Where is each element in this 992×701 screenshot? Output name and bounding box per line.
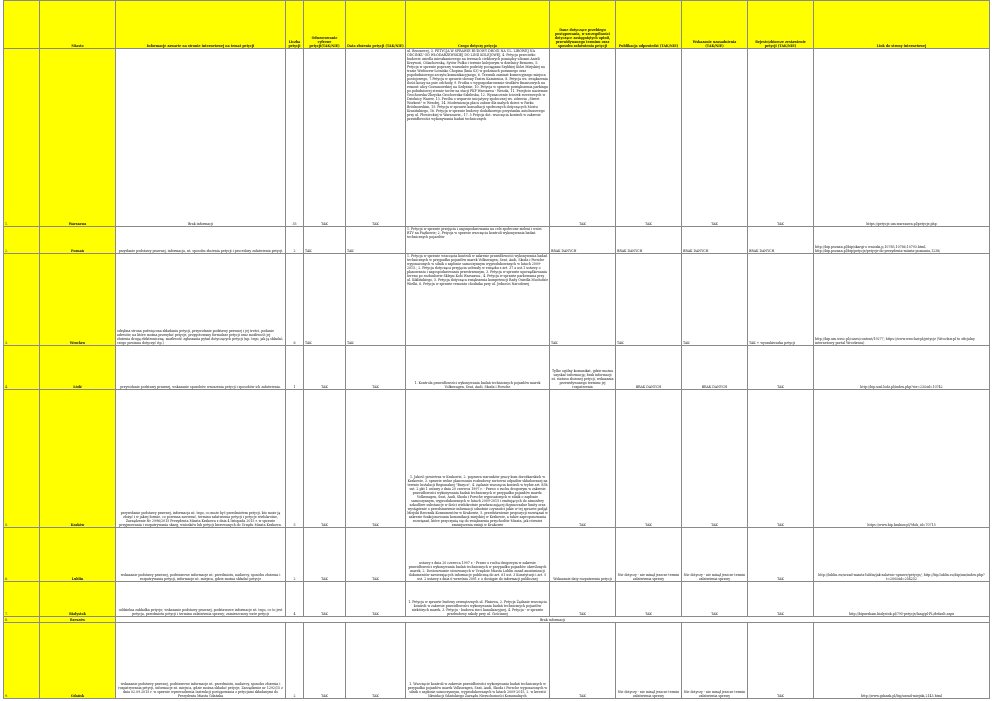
publication-cell: Nie dotyczy - nie minął jeszcze termin załatwienia sprawy — [616, 528, 682, 582]
no-info-note: Brak informacji — [116, 617, 990, 623]
info-cell: Brak informacji — [116, 49, 286, 227]
register-cell: TAK — [748, 346, 814, 390]
subject-cell — [406, 254, 550, 346]
info-cell: przywołanie podstawy prawnej, informacja nt. tego, co może być przedmiotem petycji, kto może ją złożyć i w jakiej formie, co powinna zawierać, terminu załatwienia petycji i petycje wielokrotne, Zarządzenie Nr 2996/2015 Prezydenta Miasta Krakowa z dnia 4 listopada 2015 r. w sprawie przyjmowania i rozpatrywania skarg, wniosków lub petycji kierowanych do Urzędu Miasta Krakowa. — [116, 390, 286, 528]
link-cell[interactable]: http://bip.poznan.pl/bip/skargi-o wnioski,p,10785,10786,10793.html, http://bip.poznan.pl/bip/petycje/petycje-do-prezydenta-miasta-poznania,1238/ — [814, 227, 990, 254]
count-cell: 35 — [286, 49, 304, 227]
count-cell: 2 — [286, 623, 304, 699]
row-number: 9. — [4, 623, 40, 699]
justification-cell: Nie dotyczy - nie minął jeszcze termin załatwienia sprawy — [682, 528, 748, 582]
register-cell: TAK — [748, 623, 814, 699]
register-cell: TAK — [748, 528, 814, 582]
register-cell: TAK — [748, 49, 814, 227]
count-cell: 6 — [286, 254, 304, 346]
subject-cell — [406, 623, 550, 699]
subject-text: 1. Petycja w sprawie wszczęcia kontroli w zakresie prawidłowości wykonywania badań technicznych w przypadku pojazdów marek Volkswagen, Seat, Audi, Skoda i Porsche wyposażonych w silnik o zapłonie samoczynnym wyprodukowanych w latach 2009-2015.; 2. Petycja dotycząca przyjęcia uchwały w związku z art. 37 a ust.1 ustawy o planowaniu i zagospodarowaniu przestrzennym, 3. Petycja w sprawie uporządkowania terenu po rozbudowie Sklepu Koło Warszawa., 4. Petycja w sprawie parkowania przy ul. Kiklińskiego, 5. Petycja dotycząca zwiększenia kompetencji Rady Osiedla Muchobór Wielki, 6. Petycja w sprawie remontu chodnika przy ul. Jedności Narodowej — [407, 254, 548, 286]
link-cell[interactable]: https://www.bip.krakow.pl/?dok_id=70715 — [814, 390, 990, 528]
row-number: 5. — [4, 390, 40, 528]
date-cell: TAK — [346, 582, 406, 617]
justification-cell: BRAK DANYCH — [682, 346, 748, 390]
process-cell: TAK — [550, 254, 616, 346]
table-header — [4, 1, 990, 49]
response-cell: TAK — [304, 582, 346, 617]
publication-cell: TAK — [616, 390, 682, 528]
date-cell: TAK — [346, 254, 406, 346]
response-cell: TAK — [304, 528, 346, 582]
subject-cell — [406, 390, 550, 528]
city-name: Poznań — [40, 227, 116, 254]
info-cell: wskazanie podstawy prawnej, podstawowe informacje nt. przedmiotu, nadawcy, sposobu złożenia i rozpatrywania petycji, informacje nt. miejsca, gdzie można składać petycje, Zarządzenie nr 1292/15 z dnia 02.09.2015 r. w sprawie wprowadzenia Instrukcji postępowania z petycjami składanymi do Prezydenta Miasta Gdańska — [116, 623, 286, 699]
info-cell: przywołanie podstawy prawnej, wskazanie sposobów wnoszenia petycji i sposobów ich załatwienia. — [116, 346, 286, 390]
subject-cell — [406, 346, 550, 390]
publication-cell: BRAK DANYCH — [616, 346, 682, 390]
response-cell: TAK — [304, 49, 346, 227]
row-number: 8. — [4, 617, 40, 623]
info-cell: przysłanie podstawy prawnej, informacja, nt. sposobu złożenia petycji i procedury załatwienia petycji — [116, 227, 286, 254]
response-cell: TAK — [304, 623, 346, 699]
count-cell: 5 — [286, 390, 304, 528]
process-cell: BRAK DANYCH — [550, 227, 616, 254]
publication-cell: TAK — [616, 49, 682, 227]
subject-text: 1. Jakość powietrza w Krakowie, 2. poprawa warunków pracy kom dorożkarskich w Krakowie, 3. sprawie wolne planowaniu rozbudowy sortowni odpadów składowanej na terenie Instalacji Regionalnej "Barycz", 4. żądanie wszczęcia kontroli w trybie art. 85h ust. 2 pkt 1 ustawy z dnia 20 czerwca 1997 r. - Prawo o ruchu drogowym w zakresie prawidłowości wykonywania badań technicznych w przypadku pojazdów marek: Volkswagen, Seat, Audi, Skoda i Porsche wyposażonych w silnik o zapłonie samoczynnym, wyprodukowanych w latach 2009-2015 i emitujących do atmosfery szkodliwe substancje w ilości wielokrotnie przekraczającej dopuszczalne limity oraz wystąpienie o przedstawienie informacji odnośnie czynności jakie w tej sprawie podjął Miejski Rzecznik Konsumentów w Krakowie, 5. przedstawienie propozycji rozwiązań w zakresie funkcjonowania komunikacji miejskiej w Krakowie, a także zaproponowania rozwiązań, które przyczynią się do zwiększenia przychodów Miasta, jak również zmniejszenia emisji w Krakowie — [407, 475, 548, 527]
header-publication: Publikacja odpowiedzi (TAK/NIE) — [616, 1, 682, 49]
subject-cell — [406, 227, 550, 254]
register-cell: TAK + wyszukiwarka petycji — [748, 254, 814, 346]
date-cell: TAK — [346, 346, 406, 390]
publication-cell: TAK — [616, 582, 682, 617]
info-cell: oddzielna zakładka petycje; wskazanie podstawy prawnej, podstawowe informacje nt. tego, co to jest petycja, przedmiotu petycji i terminu załatwienia sprawy; zamieszczony wzór petycji — [116, 582, 286, 617]
date-cell: TAK — [346, 49, 406, 227]
table-row — [4, 227, 990, 254]
publication-cell: Nie dotyczy - nie minął jeszcze termin załatwienia sprawy — [616, 623, 682, 699]
date-cell: TAK — [346, 227, 406, 254]
city-name: Kraków — [40, 390, 116, 528]
link-cell[interactable]: https://petycje.um.warszawa.pl/petycje.php — [814, 49, 990, 227]
row-number: 2. — [4, 227, 40, 254]
header-city: Miasto — [40, 1, 116, 49]
subject-cell — [406, 582, 550, 617]
response-cell: TAK — [304, 346, 346, 390]
header-count: Liczba petycji — [286, 1, 304, 49]
subject-text: ustawy z dnia 20 czerwca 1997 r. - Prawo o ruchu drogowym w zakresie prawidłowości wykonywania badań technicznych w przypadku pojazdów określonych marek, 2. Dostosowanie stosowanych w Urzędzie Miasta Lublin zasad anonimizacji dokumentów zawierających informacje publiczną do art. 61 ust. 3 Konstytucji i art. 5 ust. 2 ustawy z dnia 6 września 2001 r. o dostępie do informacji publicznej — [408, 561, 547, 581]
register-cell: TAK — [748, 390, 814, 528]
link-cell[interactable]: http://lublin.eu/urzad-miasta-lublin/jak-zalatwic-sprawe/petycje/; http://bip.lublin.eu/bip/um/index.php?t=200&id=254252 — [814, 528, 990, 582]
process-cell: TAK — [550, 623, 616, 699]
date-cell: TAK — [346, 528, 406, 582]
subject-text: 1. Petycja w sprawie budowy zewnętrznych ul. Plażowa, 2. Petycja Żądanie wszczęcia kontroli w zakresie prawidłowości wykonywania badań technicznych pojazdów niektórych marek, 3. Petycja - budowa sieci kanalizacyjnej, 4. Petycja - w sprawie przebudowy szkoły przy ul. Gościnnej — [408, 600, 547, 616]
link-cell[interactable]: http://www.gdansk.pl/bip/urzad-miejski,2143.html — [814, 623, 990, 699]
table-row — [4, 346, 990, 390]
justification-cell: TAK — [682, 582, 748, 617]
table-row — [4, 623, 990, 699]
justification-cell: TAK — [682, 254, 748, 346]
table-row — [4, 582, 990, 617]
date-cell: TAK — [346, 390, 406, 528]
city-name: Wrocław — [40, 254, 116, 346]
table-row — [4, 528, 990, 582]
process-cell: Wskazanie daty rozpatrzenia petycji — [550, 528, 616, 582]
subject-cell — [406, 49, 550, 227]
info-cell: odrębna strona poświęcona składaniu petycji, przywołanie podstawy prawnej i jej treści, podanie adresów, na które można przesyłać petycje, przygotowany formularz petycji oraz możliwość jej złożenia drogą elektroniczną, możliwość zgłaszania pytań dotyczących petycji (np. tego, jak ją składać, czego powinna dotyczyć itp.) — [116, 254, 286, 346]
publication-cell: BRAK DANYCH — [616, 227, 682, 254]
header-response: Odwzorowanie cyfrowe petycji(TAK/NIE) — [304, 1, 346, 49]
header-subject: Czego dotyczy petycja — [406, 1, 550, 49]
count-cell: 4 — [286, 582, 304, 617]
info-cell: wskazanie podstawy prawnej, podstawowe informacje nt. przedmiotu, nadawcy, sposobu złożenia i rozpatrywania petycji, informacje nt. miejsca, gdzie można składać petycje — [116, 528, 286, 582]
subject-text: 1. Petycja w sprawie przejęcia i zagospodarowania na cele społeczne zieleni i wsiei RTV na Piątkowie; 2. Petycja w sprawie wszczęcia kontroli wykonywania badań technicznych pojazdów — [407, 227, 542, 239]
count-cell: 1 — [286, 346, 304, 390]
process-cell: TAK — [550, 582, 616, 617]
date-cell: TAK — [346, 623, 406, 699]
city-name: Rzeszów — [40, 617, 116, 623]
response-cell: TAK — [304, 227, 346, 254]
process-cell: TAK — [550, 390, 616, 528]
process-cell: Tylko ogólny komunikat, gdzie można uzyskać informację; brak informacji nt. statusu złożonej petycji, wskazania przewidywanego terminu jej rozpatrzenia — [550, 346, 616, 390]
table-row — [4, 49, 990, 227]
response-cell: TAK — [304, 254, 346, 346]
table-row — [4, 254, 990, 346]
justification-cell: Nie dotyczy - nie minął jeszcze termin załatwienia sprawy — [682, 623, 748, 699]
row-number: 6. — [4, 528, 40, 582]
response-cell: TAK — [304, 390, 346, 528]
register-cell: BRAK DANYCH — [748, 227, 814, 254]
header-justification: Wskazanie uzasadnienia (TAK/NIE) — [682, 1, 748, 49]
publication-cell: TAK — [616, 254, 682, 346]
justification-cell: BRAK DANYCH — [682, 227, 748, 254]
row-number: 4. — [4, 346, 40, 390]
header-no — [4, 1, 40, 49]
table-row — [4, 390, 990, 528]
header-process: Dane dotyczące przebiegu postępowania, w szczególności dotyczące zasięgniętych opinii, przewidywanego terminu oraz sposobu załatwienia petycji — [550, 1, 616, 49]
header-register: Rejestr/zbiorcze zestawienie petycji (TAK/NIE) — [748, 1, 814, 49]
city-name: Białystok — [40, 582, 116, 617]
city-name: Warszawa — [40, 49, 116, 227]
city-name: Łódź — [40, 346, 116, 390]
link-cell[interactable]: http://bipurzham.bialystok.pl/795-petycje/lang/pl-PL/default.aspx — [814, 582, 990, 617]
header-info: Informacje zawarte na stronie internetowej na temat petycji — [116, 1, 286, 49]
link-cell[interactable]: http://bip.um.wroc.pl/cases/content/19277; https://www.wroclaw.pl/petycje (Wrocław.pl to oficjalny internetowy portal Wrocławia) — [814, 254, 990, 346]
count-cell: 2 — [286, 528, 304, 582]
header-link: Link do strony internetowej — [814, 1, 990, 49]
justification-cell: TAK — [682, 49, 748, 227]
header-date: Data złożenia petycji (TAK/NIE) — [346, 1, 406, 49]
row-number: 1. — [4, 49, 40, 227]
process-cell: TAK — [550, 49, 616, 227]
subject-text: ul. Brzozowej, 3. PETYCJA W SPRAWIE BUDOWY DROGI NA UL. LIROWEJ NA ODCINKU OD WŁODARZEWSKIEJ DO LINII KOLEJOWEJ, 4. Petycja przeciwko budowie osiedla mieszkaniowego na terenach ciekłowych pomiędzy ulicami Anieli Krzywoń, Cdiachowską, Sytów Pułku i terenie kolejowym w dzielnicy Bemowo, 5. Petycja w sprawie poprawy warunków podróży pociągami Szybkiej Kolei Miejskiej na trasie Wieliszew-Lotnisko Chopina (linia S3) w godzinach porannego oraz popołudniowego szczytu komunikacyjnego, 6. Trawnik zamiast komercyjnego miejsca postojowego, 7.Petycja w sprawie obrony Teatru Kamienica, 8. Petycja ws. zwiększenia ilości koszy na psie odchody, 9. Prośba o wygospodarowanie środków finansowych na remont ulicy Gorzanowskiej na Szdyżnie, 10. Petycja w sprawie powiększenia parkingu po południowej stronie torów na stacji PKP Warszawa - Wesoła, 11. Przejście naziemne Grochowska-Zbzycka Grochowska-Szbiłeska, 12. Wyznaczenie ścieżek rowerowych w Dzielnicy Wawer, 13. Prośba o wsparcie inicjatywy społecznej ws. zdrowia „Street Workout" w Wesołej, 14. Modernizacja placu zabaw dla małych dzieci w Parku Bródnowskim, 15. Petycja w sprawie konsultacji społecznych dotyczących Mostu Krasińskiego, 16. Petycja w sprawie budowy dodatkowego przystanku autobusowego przy ul. Płowieckiej w Warszawie., 17. 5 Petycja dot. wszczęcia kontroli w zakresie prawidłowości wykonywania badań technicznych — [407, 49, 548, 121]
row-number: 7. — [4, 582, 40, 617]
register-cell: TAK — [748, 582, 814, 617]
subject-cell — [406, 528, 550, 582]
count-cell: 2 — [286, 227, 304, 254]
city-name: Lublin — [40, 528, 116, 582]
petitions-table — [3, 0, 990, 699]
justification-cell: TAK — [682, 390, 748, 528]
link-cell[interactable]: http://bip.uml.lodz.pl/index.php?str=23&id=10742 — [814, 346, 990, 390]
city-name: Gdańsk — [40, 623, 116, 699]
subject-text: 1. Kontrola prawidłowości wykonywania badań technicznych pojazdów marek Volkswagen, Seat, Audi, Skoda i Porsche — [414, 381, 541, 389]
row-number: 3. — [4, 254, 40, 346]
subject-text: 1. Wszczęcie kontroli w zakresie prawidłowości wykonywania badań technicznych w przypadku pojazdów marek Volkswagen, Seat, Audi, Skoda i Porsche wyposażonych w silnik o zapłonie samoczynnym, wyprodukowanych w latach 2009-2015, 2. w kwestii likwidacji Gdańskiego Zarządu Nieruchomości Komunalnych — [407, 682, 548, 698]
